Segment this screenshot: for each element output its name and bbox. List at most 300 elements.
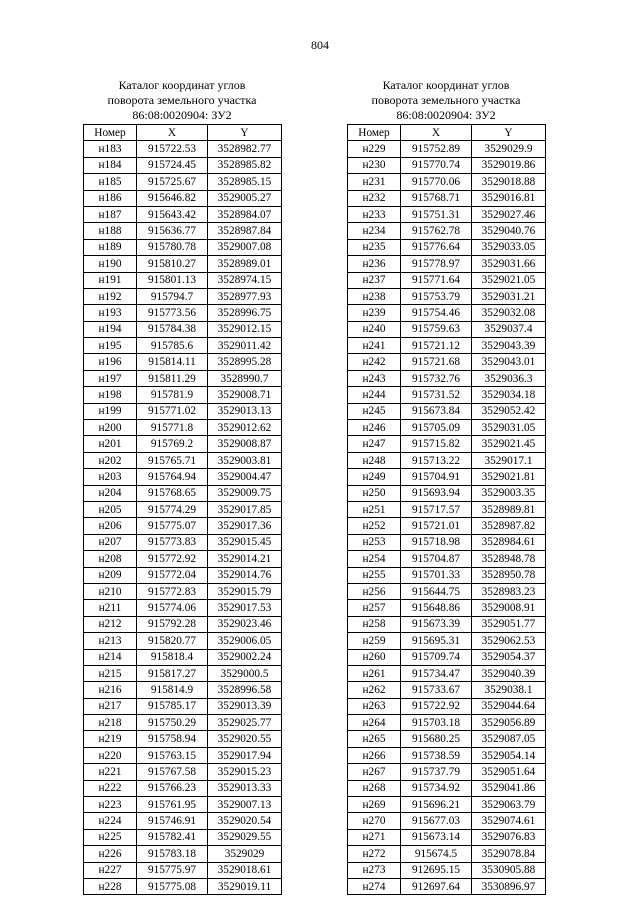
table-row [348, 846, 546, 862]
y-coordinate-cell: 3529062.53 [472, 633, 546, 649]
x-coordinate-cell: 915724.45 [137, 157, 208, 173]
y-coordinate-cell: 3529076.83 [472, 829, 546, 845]
y-coordinate-cell: 3528987.84 [208, 223, 282, 239]
point-number-cell: н265 [348, 731, 401, 747]
x-coordinate-cell: 915701.33 [401, 567, 472, 583]
table-row [84, 288, 282, 304]
point-number-cell: н226 [84, 846, 137, 862]
y-coordinate-cell: 3529005.27 [208, 190, 282, 206]
y-coordinate-cell: 3529044.64 [472, 698, 546, 714]
x-coordinate-cell: 915648.86 [401, 600, 472, 616]
point-number-cell: н250 [348, 485, 401, 501]
y-coordinate-cell: 3529043.01 [472, 354, 546, 370]
table-row [84, 616, 282, 632]
point-number-cell: н200 [84, 420, 137, 436]
x-coordinate-cell: 912697.64 [401, 878, 472, 894]
x-coordinate-cell: 915776.64 [401, 239, 472, 255]
y-coordinate-cell: 3528985.82 [208, 157, 282, 173]
y-coordinate-cell: 3529018.88 [472, 174, 546, 190]
x-coordinate-cell: 915771.02 [137, 403, 208, 419]
table-row [84, 206, 282, 222]
table-row [84, 321, 282, 337]
x-coordinate-cell: 915717.57 [401, 501, 472, 517]
table-row [348, 206, 546, 222]
table-row [348, 534, 546, 550]
table-row [84, 305, 282, 321]
table-row [348, 715, 546, 731]
y-coordinate-cell: 3529021.45 [472, 436, 546, 452]
point-number-cell: н246 [348, 420, 401, 436]
y-coordinate-cell: 3529052.42 [472, 403, 546, 419]
table-row [84, 534, 282, 550]
y-coordinate-cell: 3529012.15 [208, 321, 282, 337]
table-row [84, 256, 282, 272]
table-row [348, 436, 546, 452]
point-number-cell: н208 [84, 551, 137, 567]
table-row [84, 403, 282, 419]
table-row [84, 567, 282, 583]
table-row [84, 797, 282, 813]
y-coordinate-cell: 3529002.24 [208, 649, 282, 665]
point-number-cell: н254 [348, 551, 401, 567]
point-number-cell: н230 [348, 157, 401, 173]
x-coordinate-cell: 915705.09 [401, 420, 472, 436]
point-number-cell: н249 [348, 469, 401, 485]
x-coordinate-cell: 915733.67 [401, 682, 472, 698]
x-coordinate-cell: 915731.52 [401, 387, 472, 403]
point-number-cell: н187 [84, 206, 137, 222]
y-coordinate-cell: 3529006.05 [208, 633, 282, 649]
x-coordinate-cell: 915721.01 [401, 518, 472, 534]
x-coordinate-cell: 915782.41 [137, 829, 208, 845]
point-number-cell: н218 [84, 715, 137, 731]
x-coordinate-cell: 915775.07 [137, 518, 208, 534]
table-row [84, 649, 282, 665]
point-number-cell: н186 [84, 190, 137, 206]
point-number-cell: н247 [348, 436, 401, 452]
point-number-cell: н206 [84, 518, 137, 534]
y-coordinate-cell: 3529019.11 [208, 878, 282, 894]
point-number-cell: н217 [84, 698, 137, 714]
point-number-cell: н273 [348, 862, 401, 878]
y-coordinate-cell: 3528989.01 [208, 256, 282, 272]
x-coordinate-cell: 915680.25 [401, 731, 472, 747]
point-number-cell: н221 [84, 764, 137, 780]
header-number: Номер [348, 125, 401, 141]
table-row [348, 649, 546, 665]
table-row [84, 387, 282, 403]
point-number-cell: н236 [348, 256, 401, 272]
x-coordinate-cell: 915673.39 [401, 616, 472, 632]
table-row [348, 731, 546, 747]
x-coordinate-cell: 915703.18 [401, 715, 472, 731]
page-number: 804 [311, 38, 329, 52]
x-coordinate-cell: 915732.76 [401, 370, 472, 386]
x-coordinate-cell: 915751.31 [401, 206, 472, 222]
x-coordinate-cell: 915814.9 [137, 682, 208, 698]
point-number-cell: н201 [84, 436, 137, 452]
table-row [348, 682, 546, 698]
y-coordinate-cell: 3529032.08 [472, 305, 546, 321]
point-number-cell: н234 [348, 223, 401, 239]
x-coordinate-cell: 915674.5 [401, 846, 472, 862]
table-row [348, 747, 546, 763]
y-coordinate-cell: 3529040.39 [472, 665, 546, 681]
y-coordinate-cell: 3529009.75 [208, 485, 282, 501]
table-row [348, 797, 546, 813]
table-row [348, 420, 546, 436]
x-coordinate-cell: 915725.67 [137, 174, 208, 190]
y-coordinate-cell: 3528987.82 [472, 518, 546, 534]
point-number-cell: н220 [84, 747, 137, 763]
table-row [84, 633, 282, 649]
y-coordinate-cell: 3529013.39 [208, 698, 282, 714]
point-number-cell: н223 [84, 797, 137, 813]
table-row [348, 813, 546, 829]
x-coordinate-cell: 915721.68 [401, 354, 472, 370]
table-row [348, 862, 546, 878]
x-coordinate-cell: 915721.12 [401, 338, 472, 354]
y-coordinate-cell: 3529040.76 [472, 223, 546, 239]
y-coordinate-cell: 3529031.66 [472, 256, 546, 272]
y-coordinate-cell: 3529051.77 [472, 616, 546, 632]
y-coordinate-cell: 3528990.7 [208, 370, 282, 386]
x-coordinate-cell: 915695.31 [401, 633, 472, 649]
point-number-cell: н233 [348, 206, 401, 222]
x-coordinate-cell: 915673.14 [401, 829, 472, 845]
y-coordinate-cell: 3529043.39 [472, 338, 546, 354]
point-number-cell: н219 [84, 731, 137, 747]
table-row [348, 452, 546, 468]
x-coordinate-cell: 915768.65 [137, 485, 208, 501]
title-line: Каталог координат углов [382, 78, 510, 92]
table-row [84, 501, 282, 517]
table-row [84, 174, 282, 190]
x-coordinate-cell: 915754.46 [401, 305, 472, 321]
x-coordinate-cell: 915709.74 [401, 649, 472, 665]
y-coordinate-cell: 3529020.54 [208, 813, 282, 829]
point-number-cell: н237 [348, 272, 401, 288]
point-number-cell: н257 [348, 600, 401, 616]
y-coordinate-cell: 3529054.14 [472, 747, 546, 763]
point-number-cell: н244 [348, 387, 401, 403]
point-number-cell: н185 [84, 174, 137, 190]
x-coordinate-cell: 915722.92 [401, 698, 472, 714]
x-coordinate-cell: 915820.77 [137, 633, 208, 649]
table-row [348, 469, 546, 485]
table-row [84, 846, 282, 862]
table-row [84, 157, 282, 173]
point-number-cell: н211 [84, 600, 137, 616]
y-coordinate-cell: 3529013.33 [208, 780, 282, 796]
table-row [348, 288, 546, 304]
point-number-cell: н216 [84, 682, 137, 698]
table-row [84, 141, 282, 157]
point-number-cell: н256 [348, 583, 401, 599]
table-row [84, 583, 282, 599]
point-number-cell: н238 [348, 288, 401, 304]
x-coordinate-cell: 915644.75 [401, 583, 472, 599]
x-coordinate-cell: 915780.78 [137, 239, 208, 255]
point-number-cell: н264 [348, 715, 401, 731]
x-coordinate-cell: 915713.22 [401, 452, 472, 468]
table-row [348, 829, 546, 845]
x-coordinate-cell: 915785.6 [137, 338, 208, 354]
y-coordinate-cell: 3529016.81 [472, 190, 546, 206]
x-coordinate-cell: 915818.4 [137, 649, 208, 665]
table-row [84, 370, 282, 386]
x-coordinate-cell: 915775.08 [137, 878, 208, 894]
table-row [348, 878, 546, 894]
point-number-cell: н213 [84, 633, 137, 649]
x-coordinate-cell: 915758.94 [137, 731, 208, 747]
point-number-cell: н253 [348, 534, 401, 550]
y-coordinate-cell: 3528996.75 [208, 305, 282, 321]
title-line: 86:08:0020904: ЗУ2 [396, 108, 496, 122]
y-coordinate-cell: 3528996.58 [208, 682, 282, 698]
table-row [348, 665, 546, 681]
header-y: Y [208, 125, 282, 141]
y-coordinate-cell: 3529029.9 [472, 141, 546, 157]
table-body [348, 141, 546, 895]
y-coordinate-cell: 3529003.81 [208, 452, 282, 468]
x-coordinate-cell: 915677.03 [401, 813, 472, 829]
point-number-cell: н272 [348, 846, 401, 862]
y-coordinate-cell: 3528948.78 [472, 551, 546, 567]
y-coordinate-cell: 3530905.88 [472, 862, 546, 878]
point-number-cell: н251 [348, 501, 401, 517]
y-coordinate-cell: 3530896.97 [472, 878, 546, 894]
x-coordinate-cell: 915783.18 [137, 846, 208, 862]
title-line: поворота земельного участка [107, 93, 257, 107]
table-row [348, 256, 546, 272]
y-coordinate-cell: 3529004.47 [208, 469, 282, 485]
y-coordinate-cell: 3529031.21 [472, 288, 546, 304]
y-coordinate-cell: 3529029.55 [208, 829, 282, 845]
y-coordinate-cell: 3528995.28 [208, 354, 282, 370]
catalog-title [83, 78, 281, 123]
point-number-cell: н232 [348, 190, 401, 206]
catalog-title [347, 78, 545, 123]
table-row [84, 731, 282, 747]
point-number-cell: н205 [84, 501, 137, 517]
y-coordinate-cell: 3529008.91 [472, 600, 546, 616]
point-number-cell: н198 [84, 387, 137, 403]
point-number-cell: н195 [84, 338, 137, 354]
x-coordinate-cell: 915785.17 [137, 698, 208, 714]
point-number-cell: н214 [84, 649, 137, 665]
point-number-cell: н258 [348, 616, 401, 632]
y-coordinate-cell: 3528983.23 [472, 583, 546, 599]
x-coordinate-cell: 915693.94 [401, 485, 472, 501]
y-coordinate-cell: 3529017.94 [208, 747, 282, 763]
x-coordinate-cell: 915759.63 [401, 321, 472, 337]
x-coordinate-cell: 915770.06 [401, 174, 472, 190]
table-row [84, 764, 282, 780]
table-row [84, 190, 282, 206]
x-coordinate-cell: 915784.38 [137, 321, 208, 337]
header-y: Y [472, 125, 546, 141]
x-coordinate-cell: 915774.06 [137, 600, 208, 616]
point-number-cell: н268 [348, 780, 401, 796]
table-row [348, 600, 546, 616]
y-coordinate-cell: 3529014.21 [208, 551, 282, 567]
table-row [84, 518, 282, 534]
table-row [84, 239, 282, 255]
y-coordinate-cell: 3529013.13 [208, 403, 282, 419]
x-coordinate-cell: 912695.15 [401, 862, 472, 878]
x-coordinate-cell: 915772.83 [137, 583, 208, 599]
table-row [84, 551, 282, 567]
y-coordinate-cell: 3528984.61 [472, 534, 546, 550]
y-coordinate-cell: 3529056.89 [472, 715, 546, 731]
table-row [84, 469, 282, 485]
table-row [84, 682, 282, 698]
point-number-cell: н202 [84, 452, 137, 468]
y-coordinate-cell: 3529018.61 [208, 862, 282, 878]
y-coordinate-cell: 3529003.35 [472, 485, 546, 501]
table-row [348, 239, 546, 255]
point-number-cell: н228 [84, 878, 137, 894]
x-coordinate-cell: 915792.28 [137, 616, 208, 632]
table-row [84, 223, 282, 239]
y-coordinate-cell: 3529008.87 [208, 436, 282, 452]
x-coordinate-cell: 915768.71 [401, 190, 472, 206]
point-number-cell: н240 [348, 321, 401, 337]
table-row [84, 338, 282, 354]
x-coordinate-cell: 915696.21 [401, 797, 472, 813]
table-row [348, 403, 546, 419]
point-number-cell: н242 [348, 354, 401, 370]
point-number-cell: н207 [84, 534, 137, 550]
table-row [84, 600, 282, 616]
point-number-cell: н191 [84, 272, 137, 288]
x-coordinate-cell: 915778.97 [401, 256, 472, 272]
y-coordinate-cell: 3529037.4 [472, 321, 546, 337]
point-number-cell: н194 [84, 321, 137, 337]
x-coordinate-cell: 915763.15 [137, 747, 208, 763]
x-coordinate-cell: 915762.78 [401, 223, 472, 239]
x-coordinate-cell: 915775.97 [137, 862, 208, 878]
coordinates-table [83, 124, 282, 895]
x-coordinate-cell: 915750.29 [137, 715, 208, 731]
x-coordinate-cell: 915767.58 [137, 764, 208, 780]
point-number-cell: н183 [84, 141, 137, 157]
table-header-row [84, 125, 282, 141]
table-row [84, 698, 282, 714]
x-coordinate-cell: 915817.27 [137, 665, 208, 681]
point-number-cell: н252 [348, 518, 401, 534]
point-number-cell: н266 [348, 747, 401, 763]
point-number-cell: н204 [84, 485, 137, 501]
x-coordinate-cell: 915771.8 [137, 420, 208, 436]
point-number-cell: н203 [84, 469, 137, 485]
x-coordinate-cell: 915769.2 [137, 436, 208, 452]
point-number-cell: н262 [348, 682, 401, 698]
point-number-cell: н196 [84, 354, 137, 370]
x-coordinate-cell: 915771.64 [401, 272, 472, 288]
table-row [348, 141, 546, 157]
y-coordinate-cell: 3529012.62 [208, 420, 282, 436]
table-row [348, 157, 546, 173]
y-coordinate-cell: 3528989.81 [472, 501, 546, 517]
catalog-right [347, 78, 545, 895]
point-number-cell: н193 [84, 305, 137, 321]
y-coordinate-cell: 3529017.36 [208, 518, 282, 534]
x-coordinate-cell: 915646.82 [137, 190, 208, 206]
table-row [348, 616, 546, 632]
y-coordinate-cell: 3529017.85 [208, 501, 282, 517]
point-number-cell: н227 [84, 862, 137, 878]
point-number-cell: н241 [348, 338, 401, 354]
y-coordinate-cell: 3529041.86 [472, 780, 546, 796]
x-coordinate-cell: 915811.29 [137, 370, 208, 386]
point-number-cell: н235 [348, 239, 401, 255]
x-coordinate-cell: 915781.9 [137, 387, 208, 403]
table-row [348, 485, 546, 501]
table-row [84, 436, 282, 452]
y-coordinate-cell: 3529017.53 [208, 600, 282, 616]
header-number: Номер [84, 125, 137, 141]
y-coordinate-cell: 3529014.76 [208, 567, 282, 583]
x-coordinate-cell: 915753.79 [401, 288, 472, 304]
point-number-cell: н209 [84, 567, 137, 583]
point-number-cell: н267 [348, 764, 401, 780]
y-coordinate-cell: 3529011.42 [208, 338, 282, 354]
y-coordinate-cell: 3529025.77 [208, 715, 282, 731]
table-row [348, 174, 546, 190]
x-coordinate-cell: 915772.92 [137, 551, 208, 567]
point-number-cell: н222 [84, 780, 137, 796]
point-number-cell: н199 [84, 403, 137, 419]
x-coordinate-cell: 915761.95 [137, 797, 208, 813]
table-row [348, 764, 546, 780]
table-row [84, 829, 282, 845]
point-number-cell: н259 [348, 633, 401, 649]
y-coordinate-cell: 3529036.3 [472, 370, 546, 386]
table-row [84, 878, 282, 894]
table-row [348, 633, 546, 649]
point-number-cell: н231 [348, 174, 401, 190]
y-coordinate-cell: 3529019.86 [472, 157, 546, 173]
point-number-cell: н270 [348, 813, 401, 829]
x-coordinate-cell: 915636.77 [137, 223, 208, 239]
point-number-cell: н274 [348, 878, 401, 894]
x-coordinate-cell: 915772.04 [137, 567, 208, 583]
table-row [348, 698, 546, 714]
point-number-cell: н260 [348, 649, 401, 665]
y-coordinate-cell: 3529017.1 [472, 452, 546, 468]
point-number-cell: н271 [348, 829, 401, 845]
y-coordinate-cell: 3529008.71 [208, 387, 282, 403]
x-coordinate-cell: 915715.82 [401, 436, 472, 452]
table-row [84, 420, 282, 436]
table-row [348, 501, 546, 517]
x-coordinate-cell: 915738.59 [401, 747, 472, 763]
y-coordinate-cell: 3529034.18 [472, 387, 546, 403]
y-coordinate-cell: 3528984.07 [208, 206, 282, 222]
y-coordinate-cell: 3529038.1 [472, 682, 546, 698]
point-number-cell: н190 [84, 256, 137, 272]
point-number-cell: н188 [84, 223, 137, 239]
x-coordinate-cell: 915810.27 [137, 256, 208, 272]
table-header-row [348, 125, 546, 141]
point-number-cell: н263 [348, 698, 401, 714]
table-row [84, 715, 282, 731]
point-number-cell: н239 [348, 305, 401, 321]
point-number-cell: н255 [348, 567, 401, 583]
y-coordinate-cell: 3529063.79 [472, 797, 546, 813]
